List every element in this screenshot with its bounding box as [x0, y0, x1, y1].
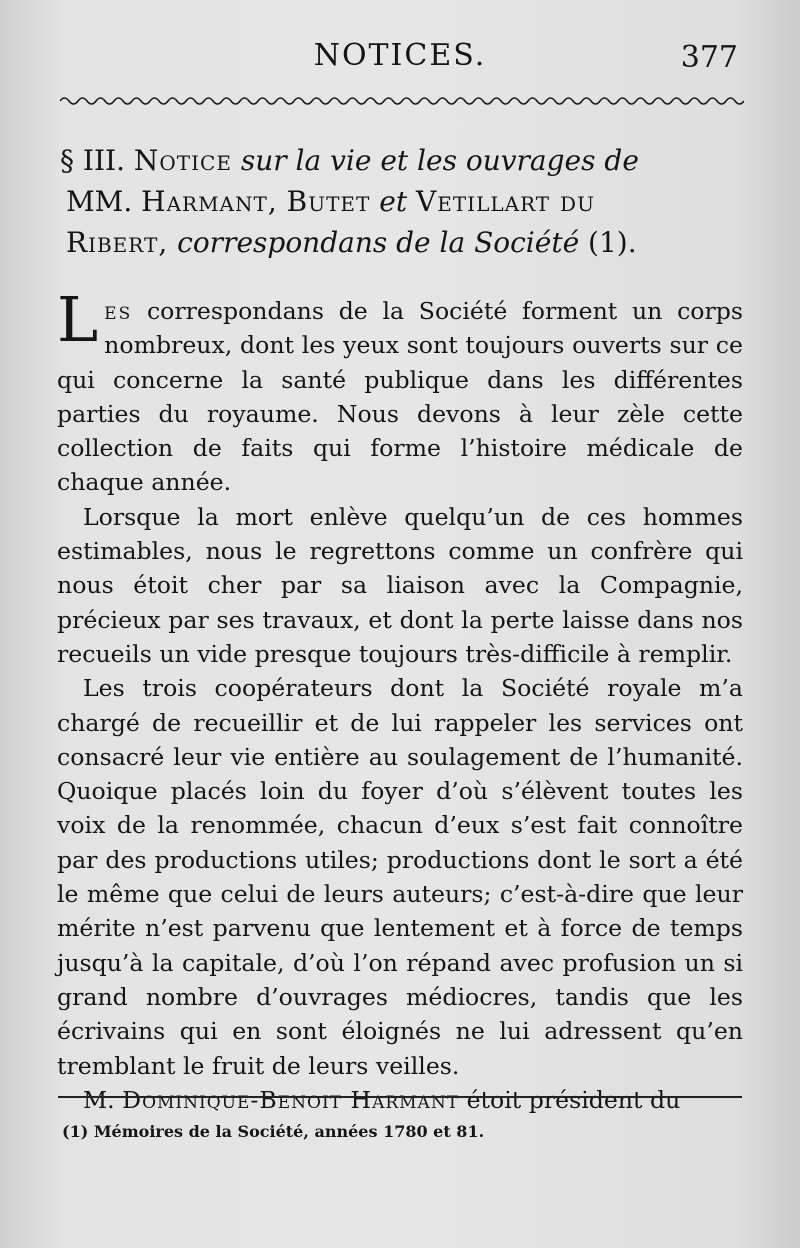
heading-line-1: [60, 140, 750, 181]
footnote: (1) Mémoires de la Société, années 1780 et 81.: [62, 1122, 485, 1141]
running-head: [0, 36, 800, 76]
paragraph-4-text: étoit président du: [466, 1085, 681, 1114]
name-butet: Butet: [286, 185, 371, 218]
paragraph-4: [57, 1083, 743, 1117]
running-title: NOTICES.: [313, 38, 487, 73]
body-text: [57, 283, 743, 1117]
footnote-reference: (1).: [588, 226, 637, 259]
page-number: 377: [680, 40, 738, 75]
heading-line1-rest: sur la vie et les ouvrages de: [240, 144, 639, 177]
section-heading: [60, 140, 750, 263]
heading-line-3: [60, 222, 750, 263]
wavy-ornament-rule: [60, 94, 744, 108]
heading-line-2: [60, 181, 750, 222]
heading-line3-rest: correspondans de la Société: [177, 226, 580, 259]
notice-word: Notice: [133, 144, 232, 177]
paragraph-1-lead: es: [104, 297, 133, 325]
paragraph-4-start: M.: [83, 1085, 115, 1114]
paragraph-1: [57, 283, 743, 500]
footnote-rule: [58, 1096, 742, 1098]
paragraph-2: Lorsque la mort enlève quelqu’un de ces hommes estimables, nous le regrettons comme un confrère qui nous étoit cher par sa liaison avec la Compagnie, précieux par ses travaux, et dont la perte laisse dans nos recueils un vide presque toujours très-difficile à remplir.: [57, 502, 743, 668]
paragraph-4-name: Dominique-Benoit Harmant: [122, 1085, 460, 1114]
paragraph-3: Les trois coopérateurs dont la Société royale m’a chargé de recueillir et de lui rappeler les services ont consacré leur vie entière au soulagement de l’humanité. Quoique placés loin du foyer d’où s’élèvent toutes les voix de la renommée, chacun d’eux s’est fait connoître par des productions utiles; productions dont le sort a été le même que celui de leurs auteurs; c’est-à-dire que leur mérite n’est parvenu que lentement et à force de temps jusqu’à la capitale, d’où l’on répand avec profusion un si grand nombre d’ouvrages médiocres, tandis que les écrivains qui en sont éloignés ne lui adressent qu’en tremblant le fruit de leurs veilles.: [57, 674, 743, 1080]
name-mm: MM.: [66, 185, 133, 218]
name-harmant: Harmant,: [141, 185, 278, 218]
paragraph-1-text: correspondans de la Société forment un corps nombreux, dont les yeux sont toujours ouverts sur ce qui concerne la santé publique dans les différentes parties du royaume. Nous devons à leur zèle cette collection de faits qui forme l’histoire médicale de chaque année.: [57, 297, 743, 497]
name-vetillart: Vetillart du: [416, 185, 595, 218]
drop-cap-letter: L: [57, 283, 99, 356]
conj-et: et: [379, 185, 408, 218]
name-ribert: Ribert,: [66, 226, 169, 259]
section-mark: § III.: [60, 144, 125, 177]
